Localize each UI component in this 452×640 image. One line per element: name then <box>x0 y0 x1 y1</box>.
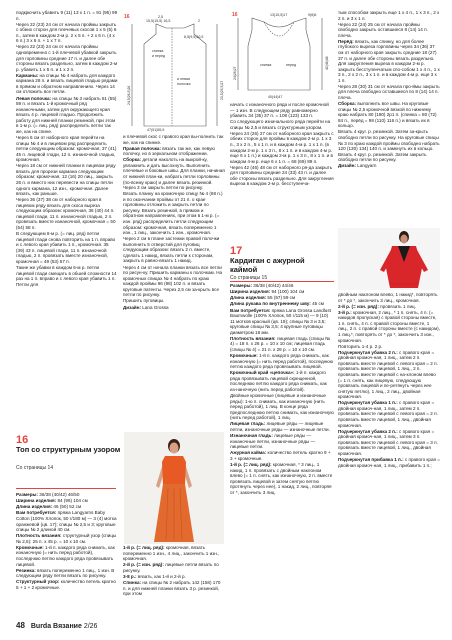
paragraph-heading: Левая полочка: <box>16 95 52 101</box>
paragraph: Сборка: выполнить все швы. На круговые спицы № 2,5 кромочной вязкой по нижнему краю набрать 80 (180) 2р1 п. (спинка = 80 (72) 84 п., перёд = 98 (110) 116 п.) и вязать их в кольцо. <box>338 101 437 129</box>
paragraph: 1-й р. (= лиц. ряд): кромочная, * 3 лиц., 1 накид, 1 п. провязать с двойным наклоном влево (= 1 п. снять, как изнаночную, 2 п. вместе провязать лицевой и затем снятую петлю протянуть через нее), 1 накид, 2 лиц., повторяя от *, закончить 3 лиц. <box>230 462 333 495</box>
paragraph: Спинка: на спицы № 2 набрать 142 (158) 170 п. и для нижней планки вязать 3 р. резинкой, при этом <box>123 580 221 597</box>
paragraph: Левая полочка: на спицы № 3 набрать 51 (55) 59 п. и вязать 1-й кромочный ряд изнаночными, затем для окружающего края вязать 4 р. лицевой гладью. Продолжить работу для нижней планки резинкой, при этом в 1-м р. (= лиц. ряд) распределить петли так же, как на спине. <box>16 95 117 134</box>
diagram-label-back: спинка <box>260 63 272 67</box>
diagram-label-front: перед <box>286 63 296 67</box>
paragraph-heading: Подчеркнутая убавка 2 п.: <box>338 428 398 434</box>
paragraph: Через 22 (24) 25 см от начала проймы свободно закрыть оставшиеся 8 (14) 14 п. плеча. <box>338 21 428 38</box>
paragraph-heading: Кромочный край «цепочка»: <box>230 370 295 376</box>
dim-label-vertical: 24,5(26,5)26 <box>127 85 131 105</box>
paragraph-heading: 3-8 р.: <box>123 573 137 579</box>
page-number: 48 <box>16 621 25 630</box>
paragraph: 2-й р. (= изн. ряд): лицевые петли вязать по рисунку. <box>123 562 219 573</box>
text-column-1 <box>16 10 118 430</box>
paragraph-heading: Ширина изделия: <box>16 498 57 504</box>
model-photo-red-cardigan <box>338 228 440 290</box>
paragraph-heading: Размеры: <box>16 492 38 497</box>
paragraph: Лицевая гладь: лицевые ряды — лицевые петли, изнаночные ряды — изнаночные петли. <box>230 421 330 433</box>
paragraph: Через 22 (23) 24 см от начала проймы одновременно с 1-й плечевой убавкой закрыть для горловины средние 17 п. и далее обе стороны вязать раздельно, затем в каждом 2-м р. убавить 1 х 5 п. и 1 х 2 п. <box>16 44 118 72</box>
pattern-number-17: 17 <box>230 245 243 257</box>
paragraph: Кромочные: 1-й п. каждого ряда снимать, как изнаночную (= нить перед работой), последнюю петлю каждого ряда провязывать лицевой. <box>16 544 115 567</box>
paragraph: Через 36 (37) 38 см от наборного края в лицевом ряду вязать для скоса выреза следующим образом: кромочная, 36 (40) 44 п. лицевой глади, 11 п. изнаночной гладью, 2 п. провязать вместе изнаночной, кромочная = 50 (54) 58 п. <box>16 197 116 230</box>
paragraph-heading: 2-й р. (= изн. ряд): <box>123 562 164 568</box>
paragraph: 2-й р. (= изн. ряд): провязать 1 лиц. <box>338 303 416 309</box>
paragraph-heading: Структурный узор: <box>16 579 60 585</box>
diagram-label-and-front: и перед <box>152 54 165 58</box>
paragraph-heading: Длина рукава по внутреннему шву: <box>230 301 311 307</box>
paragraph-heading: Сборка: <box>123 157 142 163</box>
paragraph: Двойные кромочные (лицевые и изнаночные ряды): 1-ю п. снимать, как изнаночную (нить перед работой), 1 лиц. В конце ряда предпоследнюю петлю снимать, как изнаночную (нить перед работой), 1 лиц. <box>230 393 334 421</box>
paragraph-heading: Сборка: <box>338 101 357 107</box>
source-page-16: Со страницы 14 <box>16 465 54 471</box>
paragraph: Кромочные: 1-й п. каждого ряда снимать, как изнаночную (= нить перед работой), последнюю петлю каждого ряда провязывать лицевой. <box>230 353 334 370</box>
paragraph: Через 18 см от нижней планки в лицевом ряду вязать для прорези кармана следующим образом: кромочная, 12 (16) 20 лиц., закрыть 26 п. и вместо них перевести на спицы петли одного кармана, 12 изн., кромочная. Далее вязать, как раньше. <box>16 163 116 197</box>
diagram-right-number: 16 <box>232 12 238 18</box>
diagram-label-front-panel: полочка <box>177 82 191 86</box>
paragraph: Подчеркнутая убавка 2 п.: с правого края = двойная кромоч-ная, 1 лиц., затем 3 п. провязать вместе лицевой с левого края = 3 п. провязать вместе лицевой, 1 лиц., двойная кромочная. <box>338 428 438 456</box>
paragraph: Ажурная кайма: количество петель кратно 9 + 3 + кромочные. <box>230 450 331 461</box>
source-page-17: Со страницы 15 <box>230 275 268 281</box>
paragraph: Через 28 (30) 31 см от начала про-ймы закрыть для плеча свободно оставшиеся по 8 (14) 14 п. плеча. <box>338 83 440 100</box>
paragraph: Дизайн: Langyarn <box>338 163 377 169</box>
paragraph: Размеры: 36/38 (40/42) 46/50 <box>16 492 80 497</box>
paragraph: Структурный узор: количество петель кратно 5 + 1 + 2 кромочные. <box>16 579 116 590</box>
paragraph: Через 2 см в плане застежки правой полочки выполнить 5 отверстий для пуговиц следующим образом: вязать 2 п. вместе, сделать 1 накид, вязать петли к сторонам, закрыть в равно-вязать 1 накид. <box>123 236 220 264</box>
paragraph-heading: Спинка: <box>123 580 142 586</box>
paragraph: Подчеркнутая убавка 2 п.: с правого края = двойная кромоч-ная, 1 лиц., затем 2 п. провязать вместе лицевой с левого края = 2 п. провязать вместе лицевой, 1 лиц., 2 п. провязать вместе лицевой с на-клоном влево (= 1 п. снять, как лицевую, следующую провязать лицевой и пе-ретянуть через нее снятую петлю), 1 лиц., 2 лиц., двойная кромочная. <box>338 349 438 400</box>
paragraph-heading: 1-й р. (= лиц. ряд): <box>230 462 272 468</box>
dim-label: 47(51)55,5 <box>147 128 165 132</box>
paragraph-heading: Карманы: <box>16 72 39 78</box>
text-column-2 <box>123 134 225 424</box>
magazine-name: Burda Вязание <box>30 623 82 630</box>
paragraph: Длина изделия: 55 (57) 59 см <box>230 295 296 301</box>
paragraph-heading: Подчеркнутая убавка 1 п.: <box>338 400 398 406</box>
paragraph-heading: Изнаночная гладь: <box>230 433 273 439</box>
paragraph: Через 42 (46) 48 см от наборного ря-да закрыть для горловины средние 24 (33) 43 п. и далее обе стороны вязать раздельно. Для закругления выреза в каждом 2-м р. бесступенча- <box>230 164 334 187</box>
paragraph-heading: Вам потребуется: <box>16 510 57 516</box>
paragraph: Сборка: детали наколоть на выкрой-ку, увлажнить и дать высохнуть. Выполнить плечевые и боковые швы. Для планки, начиная от нижней план-ки, набрать петли горловины (по-всему краю) и далее вязать резинкой. Через 3 см закрыть петли по рисунку. <box>123 157 225 191</box>
paragraph-heading: 1-й р. (= лиц. ряд): <box>123 545 165 550</box>
dim-label: 8,5(9,5)10,5 <box>184 35 204 39</box>
paragraph-heading: Ажурная кайма: <box>230 450 267 456</box>
paragraph: Через 22 (23) 24 см от начала проймы закрыть с обеих сторон для плечевых скосов 1 х 5 (5) 6 п., затем в каждом 2-м р. 2 х 5 п. + 2 х 6 п. (4 х 6 п.) 3 х 6 п. + 1 х 7 п. <box>16 21 117 44</box>
paragraph-heading: Перёд: <box>338 38 354 44</box>
paragraph-heading: Подчеркнутая прибавка 1 п.: <box>338 457 404 463</box>
paragraph: Со следующего изначального ряда перейти на спицы № 2,5 и вязать структурным узором. <box>230 119 331 130</box>
paragraph: Такие же убавки в каждом 6-м р. петли лицевой глади смещать в обшей сложности 14 раз на 1 п. вправо и с левого края убавить 1 п. Петли для <box>16 264 117 287</box>
text-column-3 <box>230 102 334 243</box>
paragraph: 3-й р.: кромочная, 2 лиц., * 1 п. снять, 4 п. (= накидов пропуская) с правой стороны вместе, 1 п. снять, 4 п. с правой стороны вместе, 1 лиц., 2 п. с правой стороны вместе (с накидом), 1 лиц.*, повторять от * до *, закончить 3 изн., кромочная. <box>338 309 440 343</box>
paragraph-heading: Размеры: <box>230 283 252 288</box>
text-column-4-bottom <box>338 292 440 622</box>
schematic-diagram-right <box>230 10 334 100</box>
dim-label: 15,5(15,5) 16,5 <box>146 19 171 23</box>
paragraph-heading: 2-й р. (= изн. ряд): <box>338 303 379 309</box>
paragraph: Размеры: 36/38 (40/42) 44/46 <box>230 283 294 288</box>
issue-number: 2/26 <box>83 623 98 630</box>
paragraph-heading: Дизайн: <box>338 163 357 169</box>
paragraph: Через 6 см от наборного края перейти на спицы № 4 и в лицевом ряд распределить петли следующим образом: кромочная, 37 (41) 45 п. лицевой глади, 12 п. изнаночной гладью, кромочная. <box>16 135 117 163</box>
paragraph: начать с изнаночного ряда и после кромочной — 1 изн. В следующем ряду равномерно убавить 34 (35) 37 п. = 108 (123) 133 п. <box>230 102 329 119</box>
page-footer <box>16 621 97 630</box>
dim-label: 13(15,5)17 <box>270 13 288 17</box>
paragraph: Дизайн: Lana Grossa <box>123 304 169 310</box>
paragraph-heading: Длина изделия: <box>16 504 53 510</box>
paragraph: тым способом закрыть еще 1 х 4 п., 1 х 3 п., 2 х 2 п. и 3 х 1 п. <box>338 10 440 21</box>
paragraph-heading: 3-й р.: <box>338 309 352 315</box>
paragraph-heading: Ширина изделия: <box>230 289 271 295</box>
paragraph: Ширина изделия: 84 (96) 104 см <box>16 498 88 504</box>
paragraph-heading: Резинка: <box>16 567 36 573</box>
paragraph: 1-й р. (= лиц. ряд): кромочная, вязать попеременно 1 изн., 4 лиц., закончить 1 изн., кромочная. <box>123 545 220 562</box>
pattern-title-16: Топ со структурным узором <box>16 445 121 454</box>
dim-label-vertical: 24(26)27 <box>233 66 237 80</box>
specs-column-16 <box>16 492 118 620</box>
paragraph-heading: Кромочные: <box>16 544 44 550</box>
paragraph: Вам потребуется: пряжа Lana Grossa Landlust Baumwolle (100% Хлопок, 50 г/115 м) — 9 (10) 11 мотков красный (цв. 19); спицы № 3 и 3,5; круговые спицы № 3,5; 4 крупные пуговицы диаметром 18 мм. <box>230 307 331 335</box>
dim-label: 2,5 <box>158 15 163 19</box>
paragraph-heading: Правая полочка: <box>123 145 162 151</box>
paragraph: Кромочный край «цепочка»: 1-й п. каждого ряда провязывать лицевой скрещенной, последнюю петлю каждого ряда снимать, как из-наночную (нить перед работой). <box>230 370 327 392</box>
paragraph-heading: Подчеркнутая убавка 2 п.: <box>338 349 398 355</box>
paragraph: Через 4 см от начала планки вязать все петли по рисун-ку. Пришить карманы к полочкам. На кромочных спицах № 4 набрать по краю каждой проймы 96 (98) 102 п. и вязать круговые патенты. Через 2,5 см за-крыть все петли по рисунку. <box>123 264 223 298</box>
paragraph: Перёд: вязать, как спинку, но для более глубокого выреза горловины через 34 (36) 37 см от наборного края закрыть средние 18 (27) 37 п. и далее обе стороны вязать раздельно. Для закругления выреза в каждом 2-м р. закрыть бесступенчатым спо-собом 1 х 4 п., 1 х 3 п., 2 х 2 п., 3 х 1 п. и в каждом 4-м р. еще 3 х 1 п. <box>338 38 440 83</box>
paragraph: Длина рукава по внутреннему шву: 45 см <box>230 301 324 307</box>
paragraph-heading: Кромочные: <box>230 353 258 359</box>
text-column-4 <box>338 10 440 222</box>
paragraph: Пришить пуговицы. <box>123 298 165 304</box>
pattern-title-17: Кардиган с ажурной каймой <box>230 256 305 274</box>
paragraph-heading: Лицевая гладь: <box>230 421 266 427</box>
specs-column-17 <box>230 283 334 621</box>
paragraph-heading: Плотность вязания: <box>230 335 276 341</box>
paragraph-heading: Вам потребуется: <box>230 307 271 313</box>
dim-label: 2 <box>198 19 200 23</box>
dim-label: 40(44)47 <box>268 95 283 99</box>
paragraph: Вязать планку на кромочную спицу № 4 (68 п.) и по окончании проймы от 21 п. о крае горловины отложить и закрыть петли по рисунку. Вязать резинкой, в прямом и обратном направлениях, при этом в 1-м р. (= изн. ряд) распределить петли следующим образом: кромочная, вязать попеременно 1 изн., 1 лиц., закончить 1 изн., кромочная. <box>123 191 223 236</box>
paragraph: Плотность вязания: лицевая гладь (спицы № 4) = 18 п. х 26 р. = 10 х 10 см; лицевая гладь (спицы № 4) = 21 п. х 28 р. = 10 х 10 см. <box>230 335 331 352</box>
paragraph-heading: Длина изделия: <box>230 295 267 301</box>
dim-label: 9(6)6 <box>308 13 317 17</box>
paragraph-heading: Плотность вязания: <box>16 533 62 539</box>
paragraph: Вязать 4 круг. р. резинкой. Затем за-крыть свободно петли по рисунку. На круговые спицы № 3 по краю каждой проймы свободно набрать 120 (130) 134) 140 п. и замкнуть их в кольцо. Вязать 4 круг. р. резинкой. Затем закрыть свободно петли по рисунку. <box>338 129 440 163</box>
paragraph: Правая полочка: вязать так же, как левую полочку, но в зеркальном отображении. <box>123 145 215 157</box>
schematic-diagram-left <box>122 10 228 132</box>
paragraph: Через 24 (26) 27 см от наборного края закрыть с обеих сторон для проймы в каждом 2-м р. 1 х 3 п., 3 х 2 п., 5 х 1 п. и в каждом 4-м р. 1 х 1 п. (в каждом 2-м р. 1 х 3 п., 8 х 1 п. и в каждом 4-м р. еще 6 х 1 п.) и каждом 2-м р. 1 х 3 п., 8 х 1 п. и в каждом 4-м р. еще 6 х 1 п. = 68 (69) 89 п. <box>230 130 334 164</box>
dim-label-vertical: 23,5(25,5)27 <box>220 80 224 100</box>
dim-label-vertical: 42(46)48 <box>325 56 329 70</box>
diagram-label-left: и левая <box>177 77 190 81</box>
paragraph: Подчеркнутая убавка 1 п.: с правого края = двойная кромоч-ная, 1 лиц., затем 2 п. провязать вместе лицевой с левого края = 2 п. провязать вместе лицевой, 1 лиц., двойная кромочная. <box>338 400 438 428</box>
text-column-2-bottom <box>123 545 225 619</box>
paragraph: В следующем 6-м р. (= лиц. ряд) петли лицевой глади снова повторить на 1 п. вправо и с левого края убавить 1 п., кромочная. 35 (39) 43 п. лицевой глади, 11 п. изнаночной гладью, 2 п. провязать вместе изнаночной, кромочная = 49 (53) 57 п. <box>16 231 116 264</box>
paragraph: подкрючить убавить 9 (11) 13 х 1 п. = 91 (95) 99 п. <box>16 10 118 21</box>
paragraph: Ширина изделия: 94 (100) 104 см <box>230 289 305 295</box>
model-photo-orange-top <box>124 432 224 544</box>
paragraph: Плотность вязания: структурный узор (спицы № 2,5): 25 п. х 45 р. = 10 х 10 см. <box>16 533 117 544</box>
paragraph: Вам потребуется: пряжа Langyarns Baby Cotton (100% Хлопок, 50 г/180 м) — 3 (4) мотка оранжевой (цв. 17); спицы № 2,5 и 3; круговые спицы № 2 длиной 40 см. <box>16 510 117 533</box>
diagram-left-number: 16 <box>124 14 130 20</box>
paragraph: двойным наклоном влево, 1 накид*, повторять от * до *, закончить 3 лиц., кромочная. <box>338 292 438 303</box>
paragraph: 3-8 р.: вязать, как 1-й и 2-й р. <box>123 573 186 579</box>
section-divider <box>230 281 334 282</box>
diagram-label-back: спинка <box>152 49 164 53</box>
paragraph: Подчеркнутая прибавка 1 п.: с правого края = двойная кромоч-ная, 1 лиц., прибавить 1 п.; <box>338 457 440 468</box>
paragraph: Резинка: вязать попеременно 1 лиц., 1 изн. В следующем ряду петли вязать по рисунку. <box>16 567 115 579</box>
paragraph: Длина изделия: 46 (50) 52 см <box>16 504 82 510</box>
paragraph: Карманы: на спицы № 4 набрать для каждого кармана 28 п. и вязать лицевой гладью рядами в прямом и обратном направлениях. Через 14 см отложить все петли. <box>16 72 118 95</box>
paragraph: Изнаночная гладь: лицевые ряды — изнаночные петли, изнаночные ряды — лицевые петли. <box>230 433 316 450</box>
paragraph: Повторить 1-4 р. 2 р. <box>338 343 383 349</box>
section-divider <box>16 488 116 489</box>
paragraph: и плечевой скос с правого края вы-полнить так же, как на спинке. <box>123 134 224 145</box>
paragraph-heading: Дизайн: <box>123 304 142 310</box>
pattern-number-16: 16 <box>16 434 29 446</box>
